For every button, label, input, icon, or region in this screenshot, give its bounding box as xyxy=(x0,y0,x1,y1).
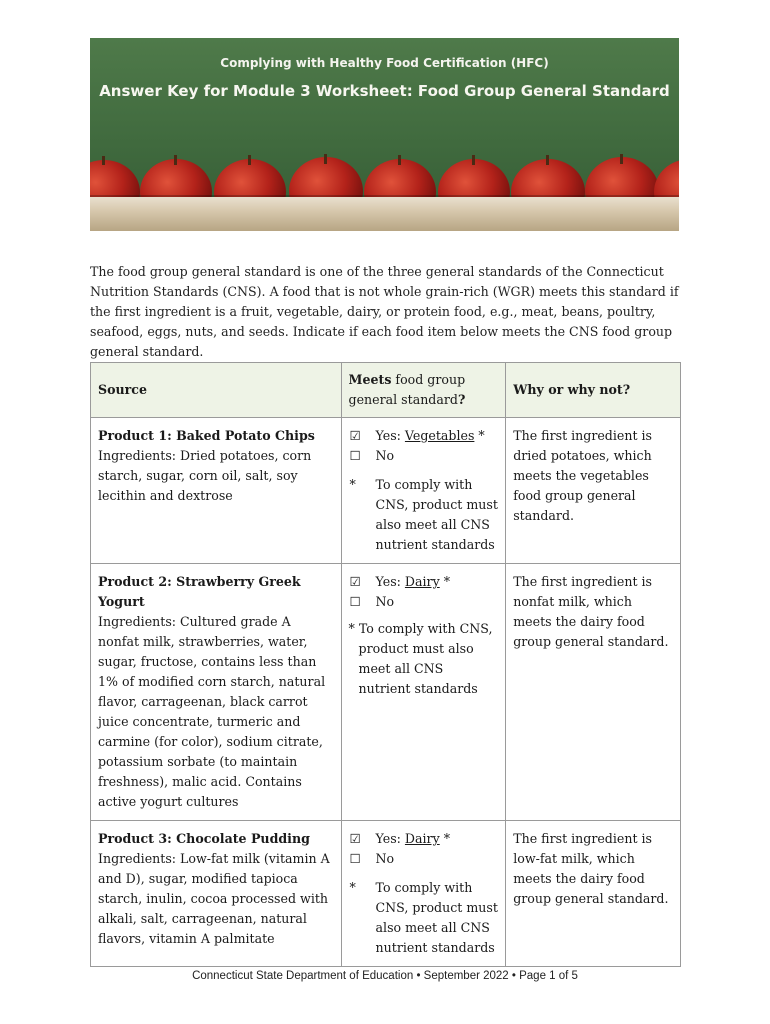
yes-option[interactable]: ☑ Yes: Dairy * xyxy=(349,829,499,849)
food-group-label: Dairy xyxy=(404,831,440,846)
table-row xyxy=(91,821,681,967)
table-row xyxy=(91,418,681,564)
source-cell xyxy=(91,821,342,967)
meets-cell xyxy=(341,418,506,564)
compliance-note: * To comply with CNS, product must also meet all CNS nutrient standards xyxy=(349,477,498,552)
ingredients-text: Ingredients: Cultured grade A nonfat milk, strawberries, water, sugar, fructose, contains less than 1% of modified corn starch, natural flavor, carrageenan, black carrot juice concentrate, turmeric and carmine (for color), sodium citrate, potassium sorbate (to maintain freshness), malic acid. Contains active yogurt cultures xyxy=(98,614,326,809)
unchecked-checkbox[interactable]: ☐ xyxy=(349,594,361,609)
header-source: Source xyxy=(91,363,342,418)
unchecked-checkbox[interactable]: ☐ xyxy=(349,851,361,866)
product-name: Product 2: Strawberry Greek Yogurt xyxy=(98,574,301,609)
why-cell: The first ingredient is low-fat milk, which meets the dairy food group general standard. xyxy=(506,821,681,967)
meets-cell xyxy=(341,564,506,821)
why-cell: The first ingredient is nonfat milk, which meets the dairy food group general standard. xyxy=(506,564,681,821)
ingredients-text: Ingredients: Dried potatoes, corn starch, sugar, corn oil, salt, soy lecithin and dextrose xyxy=(98,448,312,503)
header-banner xyxy=(90,38,679,231)
food-group-label: Dairy xyxy=(404,574,440,589)
food-group-label: Vegetables xyxy=(404,428,475,443)
checked-checkbox[interactable]: ☑ xyxy=(349,831,361,846)
why-cell: The first ingredient is dried potatoes, which meets the vegetables food group general standard. xyxy=(506,418,681,564)
table-row xyxy=(91,564,681,821)
unchecked-checkbox[interactable]: ☐ xyxy=(349,448,361,463)
ingredients-text: Ingredients: Low-fat milk (vitamin A and D), sugar, modified tapioca starch, inulin, cocoa processed with alkali, salt, carrageenan, natural flavors, vitamin A palmitate xyxy=(98,851,330,946)
table-header-row xyxy=(91,363,681,418)
banner-title: Answer Key for Module 3 Worksheet: Food Group General Standard xyxy=(99,82,670,100)
checked-checkbox[interactable]: ☑ xyxy=(349,574,361,589)
yes-option[interactable]: ☑ Yes: Vegetables * xyxy=(349,426,499,446)
checked-checkbox[interactable]: ☑ xyxy=(349,428,361,443)
intro-paragraph: The food group general standard is one of the three general standards of the Connecticut Nutrition Standards (CNS). A food that is not whole grain-rich (WGR) meets this standard if the first ingredient is a fruit, vegetable, dairy, or protein food, e.g., meat, beans, poultry, seafood, eggs, nuts, and seeds. Indicate if each food item below meets the CNS food group general standard. xyxy=(90,264,679,359)
no-option[interactable]: ☐ No xyxy=(349,592,499,612)
header-meets: Meets food group general standard? xyxy=(341,363,506,418)
chalk-ledge xyxy=(90,197,679,231)
source-cell xyxy=(91,418,342,564)
banner-subtitle: Complying with Healthy Food Certification (HFC) xyxy=(220,56,549,70)
product-name: Product 3: Chocolate Pudding xyxy=(98,831,310,846)
source-cell xyxy=(91,564,342,821)
meets-cell xyxy=(341,821,506,967)
compliance-note: * To comply with CNS, product must also meet all CNS nutrient standards xyxy=(349,880,498,955)
product-name: Product 1: Baked Potato Chips xyxy=(98,428,315,443)
no-option[interactable]: ☐ No xyxy=(349,446,499,466)
page-footer: Connecticut State Department of Education • September 2022 • Page 1 of 5 xyxy=(192,970,578,982)
compliance-note: * To comply with CNS, product must also meet all CNS nutrient standards xyxy=(348,621,493,696)
worksheet-table xyxy=(90,362,681,967)
header-why: Why or why not? xyxy=(506,363,681,418)
no-option[interactable]: ☐ No xyxy=(349,849,499,869)
yes-option[interactable]: ☑ Yes: Dairy * xyxy=(349,572,499,592)
